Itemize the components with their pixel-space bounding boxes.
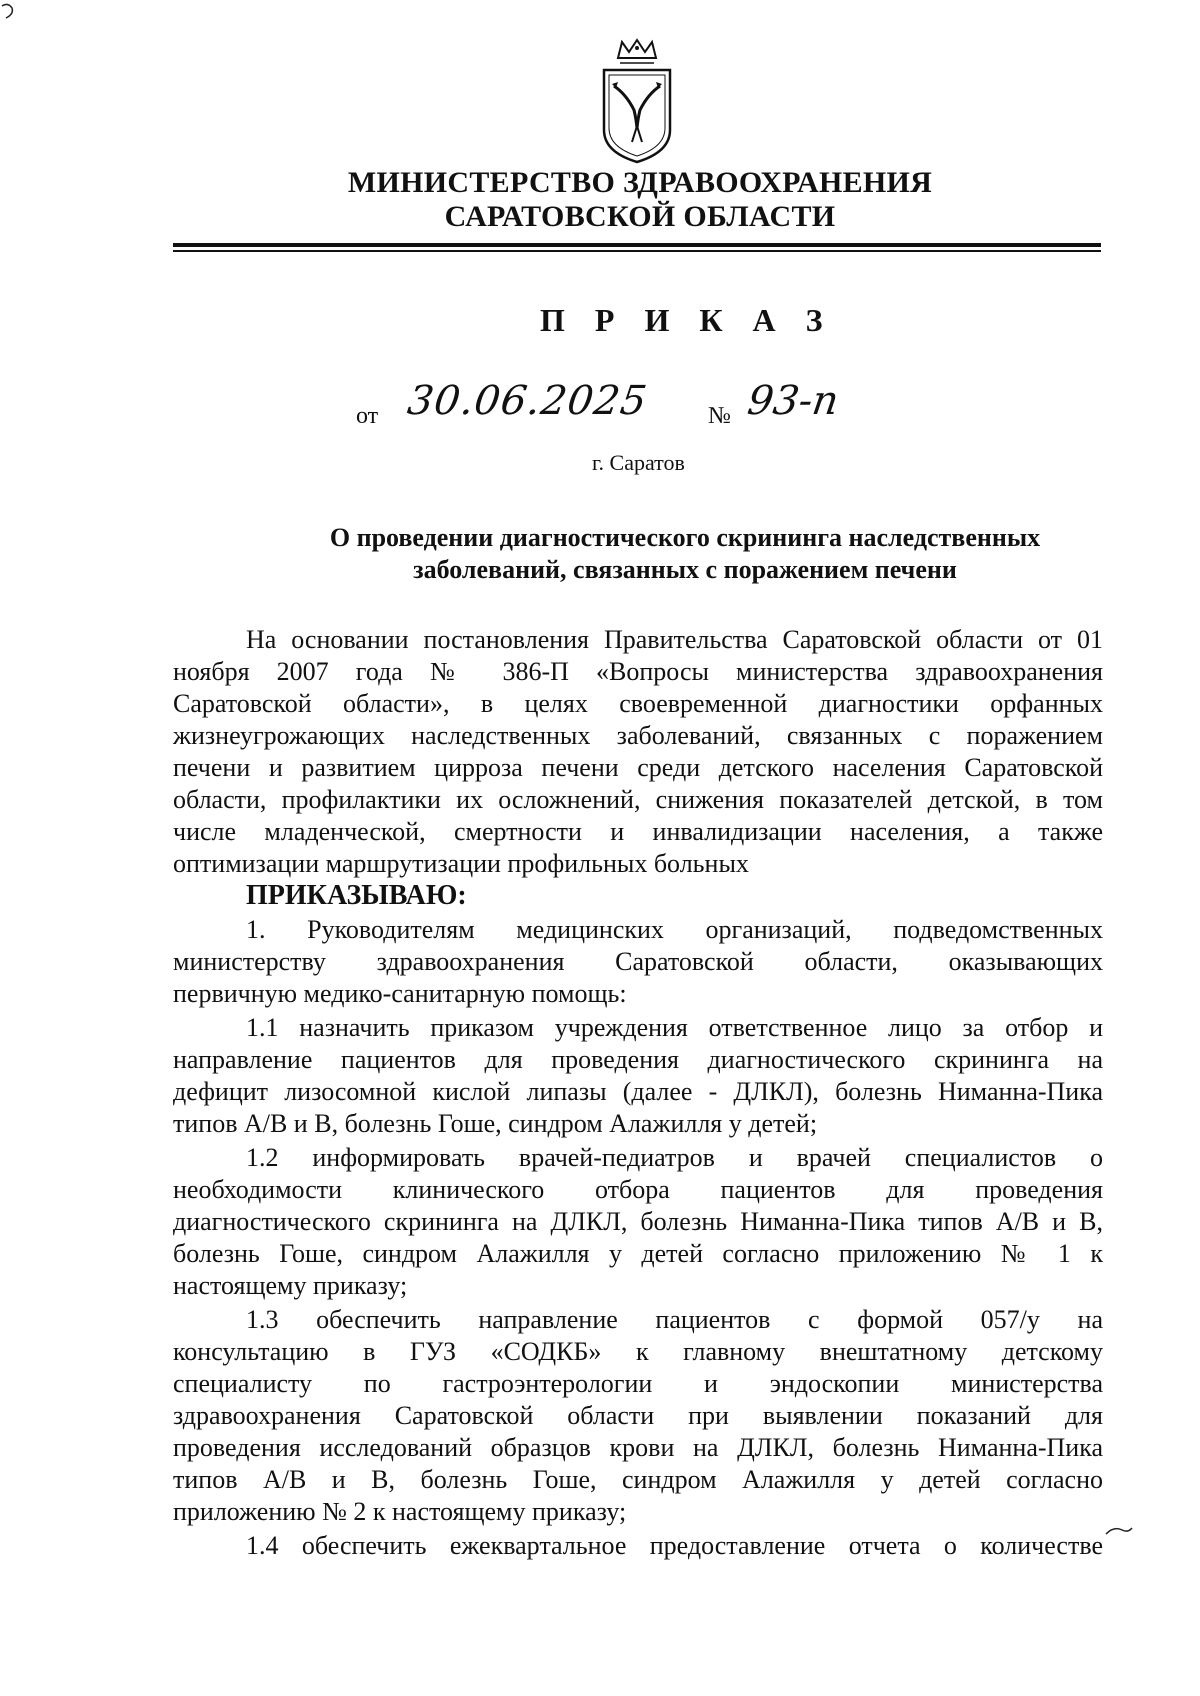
- body-line: необходимости клинического отбора пациентов для проведения: [173, 1175, 1103, 1204]
- subject-line2: заболеваний, связанных с поражением печени: [413, 555, 957, 584]
- city: г. Саратов: [592, 450, 685, 475]
- number-prefix: №: [708, 403, 731, 429]
- body-line: направление пациентов для проведения диагностического скрининга на: [173, 1045, 1103, 1074]
- pen-mark-icon: [0, 0, 40, 24]
- subject-line1: О проведении диагностического скрининга наследственных: [329, 523, 1041, 552]
- body-line: жизнеугрожающих наследственных заболеваний, связанных с поражением: [173, 721, 1103, 750]
- body-line: 1.3 обеспечить направление пациентов с формой 057/у на: [246, 1305, 1103, 1334]
- body-line: проведения исследований образцов крови на ДЛКЛ, болезнь Ниманна-Пика: [173, 1433, 1103, 1462]
- body-line: На основании постановления Правительства Саратовской области от 01: [246, 625, 1103, 654]
- order-word: ПРИКАЗЫВАЮ:: [246, 880, 467, 911]
- body-line: оптимизации маршрутизации профильных больных: [173, 849, 749, 878]
- body-line: области, профилактики их осложнений, снижения показателей детской, в том: [173, 785, 1103, 814]
- body-line: здравоохранения Саратовской области при выявлении показаний для: [173, 1401, 1103, 1430]
- document-type: П Р И К А З: [540, 302, 834, 338]
- body-line: болезнь Гоше, синдром Алажилля у детей согласно приложению № 1 к: [173, 1239, 1103, 1268]
- body-line: типов А/В и В, болезнь Гоше, синдром Алажилля у детей согласно: [173, 1465, 1103, 1494]
- pen-mark-icon: [1104, 1524, 1134, 1538]
- body-line: дефицит лизосомной кислой липазы (далее - ДЛКЛ), болезнь Ниманна-Пика: [173, 1077, 1103, 1106]
- ministry-name-line2: САРАТОВСКОЙ ОБЛАСТИ: [444, 200, 836, 233]
- handwritten-date: 30.06.2025: [404, 378, 651, 424]
- ministry-name-line1: МИНИСТЕРСТВО ЗДРАВООХРАНЕНИЯ: [347, 166, 933, 199]
- header-rule-thick: [173, 243, 1101, 247]
- saratov-coat-of-arms-icon: [596, 38, 678, 166]
- body-line: типов А/В и В, болезнь Гоше, синдром Алажилля у детей;: [173, 1109, 818, 1138]
- body-line: министерству здравоохранения Саратовской области, оказывающих: [173, 947, 1103, 976]
- body-line: Саратовской области», в целях своевременной диагностики орфанных: [173, 689, 1103, 718]
- body-line: печени и развитием цирроза печени среди детского населения Саратовской: [173, 753, 1103, 782]
- body-line: 1.1 назначить приказом учреждения ответственное лицо за отбор и: [246, 1013, 1103, 1042]
- body-line: 1. Руководителям медицинских организаций, подведомственных: [246, 915, 1103, 944]
- body-line: консультацию в ГУЗ «СОДКБ» к главному внештатному детскому: [173, 1337, 1103, 1366]
- body-line: числе младенческой, смертности и инвалидизации населения, а также: [173, 817, 1103, 846]
- header-rule-thin: [173, 250, 1101, 252]
- body-line: 1.2 информировать врачей-педиатров и врачей специалистов о: [246, 1143, 1103, 1172]
- date-prefix: от: [356, 403, 379, 429]
- body-line: настоящему приказу;: [173, 1271, 408, 1300]
- body-line: диагностического скрининга на ДЛКЛ, болезнь Ниманна-Пика типов А/В и В,: [173, 1207, 1103, 1236]
- body-line: специалисту по гастроэнтерологии и эндоскопии министерства: [173, 1369, 1103, 1398]
- body-line: первичную медико-санитарную помощь:: [173, 979, 627, 1008]
- body-line: ноября 2007 года № 386-П «Вопросы министерства здравоохранения: [173, 657, 1103, 686]
- handwritten-number: 93-п: [744, 378, 842, 424]
- body-line: 1.4 обеспечить ежеквартальное предоставление отчета о количестве: [246, 1531, 1103, 1560]
- body-line: приложению № 2 к настоящему приказу;: [173, 1497, 627, 1526]
